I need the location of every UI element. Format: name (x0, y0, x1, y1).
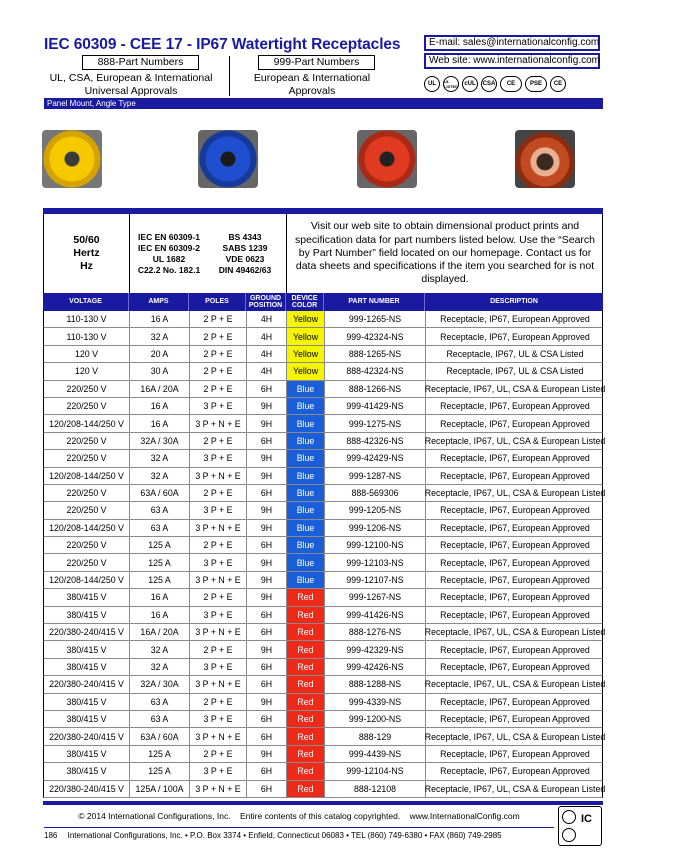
device-color-cell: Blue (287, 554, 325, 570)
header-divider (229, 56, 230, 96)
table-row (43, 381, 606, 398)
poles-cell: 3 P + N + E (190, 520, 247, 536)
poles-cell: 3 P + E (190, 450, 247, 466)
amps-cell: 63 A (130, 520, 190, 536)
voltage-cell: 120/208-144/250 V (44, 415, 130, 431)
table-row (43, 415, 603, 432)
poles-cell: 2 P + E (190, 537, 247, 553)
table-row (43, 746, 603, 763)
device-color-cell: Red (287, 728, 325, 744)
ic-logo-icon (558, 806, 602, 846)
table-row (43, 502, 603, 519)
table-row (43, 607, 603, 624)
voltage-cell: 380/415 V (44, 711, 130, 727)
voltage-cell: 220/250 V (44, 433, 130, 449)
part-number-cell: 999-12103-NS (325, 554, 426, 570)
description-cell: Receptacle, IP67, UL, CSA & European Listed (424, 383, 606, 394)
voltage-cell: 110-130 V (44, 328, 130, 344)
ground-position-cell: 9H (247, 520, 287, 536)
device-color-cell: Red (287, 624, 325, 640)
description-cell: Receptacle, IP67, UL & CSA Listed (446, 366, 584, 377)
spec-header (43, 214, 603, 293)
part-number-cell: 999-12107-NS (325, 572, 426, 588)
amps-cell: 16 A (130, 311, 190, 327)
voltage-cell: 380/415 V (44, 589, 130, 605)
device-color-cell: Yellow (287, 311, 325, 327)
standard-item: UL 1682 (152, 253, 186, 264)
section-label: Panel Mount, Angle Type (44, 98, 603, 109)
description-cell: Receptacle, IP67, European Approved (440, 453, 590, 464)
poles-cell: 3 P + N + E (190, 728, 247, 744)
table-row (43, 537, 603, 554)
device-color-cell: Red (287, 641, 325, 657)
ground-position-cell: 6H (247, 485, 287, 501)
amps-cell: 125 A (130, 537, 190, 553)
description-cell: Receptacle, IP67, European Approved (440, 522, 590, 533)
copyright-notice: © 2014 International Configurations, Inc. Entire contents of this catalog copyrighted. www.InternationalConfig.com (78, 811, 520, 821)
voltage-cell: 380/415 V (44, 641, 130, 657)
voltage-cell: 220/250 V (44, 381, 130, 397)
device-color-cell: Yellow (287, 346, 325, 362)
amps-cell: 20 A (130, 346, 190, 362)
description-cell: Receptacle, IP67, European Approved (440, 418, 590, 429)
table-row (43, 311, 603, 328)
device-color-cell: Yellow (287, 328, 325, 344)
col-color-header (286, 293, 324, 311)
yellow-receptacle-photo (42, 130, 102, 188)
ce-mark-icon-2: CE (550, 76, 566, 92)
poles-cell: 2 P + E (190, 311, 247, 327)
product-table-body (43, 311, 606, 798)
part-number-cell: 999-42429-NS (325, 450, 426, 466)
part-number-cell: 888-1288-NS (325, 676, 426, 692)
poles-cell: 3 P + E (190, 659, 247, 675)
part-number-cell: 999-42329-NS (325, 641, 426, 657)
device-color-cell: Red (287, 694, 325, 710)
poles-cell: 3 P + N + E (190, 415, 247, 431)
ground-position-cell: 4H (247, 363, 287, 379)
ground-position-cell: 9H (247, 502, 287, 518)
table-row (43, 328, 603, 345)
part-numbers-999-label: 999-Part Numbers (258, 55, 375, 70)
ground-position-cell: 9H (247, 468, 287, 484)
ground-position-cell: 9H (247, 450, 287, 466)
device-color-cell: Yellow (287, 363, 325, 379)
description-cell: Receptacle, IP67, UL & CSA Listed (446, 348, 584, 359)
poles-cell: 2 P + E (190, 485, 247, 501)
approvals-999-line2: Approvals (288, 85, 336, 97)
table-row (43, 763, 603, 780)
device-color-cell: Blue (287, 537, 325, 553)
ground-position-cell: 6H (247, 381, 287, 397)
description-cell: Receptacle, IP67, UL, CSA & European Listed (424, 627, 606, 638)
amps-cell: 16 A (130, 398, 190, 414)
device-color-cell: Blue (287, 485, 325, 501)
blue-receptacle-photo (198, 130, 258, 188)
amps-cell: 125 A (130, 746, 190, 762)
amps-cell: 16 A (130, 607, 190, 623)
col-color-header-line2: COLOR (291, 302, 318, 309)
poles-cell: 3 P + E (190, 607, 247, 623)
description-cell: Receptacle, IP67, European Approved (440, 314, 590, 325)
voltage-cell: 120/208-144/250 V (44, 468, 130, 484)
description-cell: Receptacle, IP67, UL, CSA & European Listed (424, 783, 606, 794)
device-color-cell: Blue (287, 398, 325, 414)
table-row (43, 433, 606, 450)
poles-cell: 3 P + E (190, 763, 247, 779)
part-number-cell: 888-569306 (325, 485, 426, 501)
amps-cell: 30 A (130, 363, 190, 379)
device-color-cell: Red (287, 781, 325, 797)
table-row (43, 398, 603, 415)
part-number-cell: 999-41429-NS (325, 398, 426, 414)
red-5-pin-receptacle-photo (515, 130, 575, 188)
description-cell: Receptacle, IP67, European Approved (440, 644, 590, 655)
pse-mark-icon: PSE (525, 76, 547, 92)
col-poles-header: POLES (189, 293, 246, 311)
ground-position-cell: 6H (247, 763, 287, 779)
description-cell: Receptacle, IP67, UL, CSA & European Listed (424, 731, 606, 742)
ground-position-cell: 9H (247, 415, 287, 431)
amps-cell: 32 A (130, 450, 190, 466)
red-receptacle-photo (357, 130, 417, 188)
standards-list-1 (130, 214, 208, 293)
standards-list-2 (204, 214, 286, 293)
ground-position-cell: 4H (247, 328, 287, 344)
footer-rule (44, 827, 554, 828)
amps-cell: 16A / 20A (130, 381, 190, 397)
table-row (43, 468, 603, 485)
ic-logo-text: IC (581, 813, 592, 825)
voltage-cell: 380/415 V (44, 659, 130, 675)
ce-mark-icon: CE (500, 76, 522, 92)
website-note: Visit our web site to obtain dimensional product prints and specification data for part numbers listed below. Use the “Search by Part Number” field located on our homepage. Contact us for data sheets and specifications if the item you searched for is not displayed. (286, 214, 603, 293)
table-row (43, 676, 606, 693)
page-title: IEC 60309 - CEE 17 - IP67 Watertight Receptacles (44, 36, 401, 53)
ground-position-cell: 4H (247, 346, 287, 362)
amps-cell: 16 A (130, 589, 190, 605)
poles-cell: 3 P + N + E (190, 624, 247, 640)
poles-cell: 2 P + E (190, 746, 247, 762)
frequency-line2: Hertz (73, 247, 100, 259)
voltage-cell: 380/415 V (44, 746, 130, 762)
part-number-cell: 999-1205-NS (325, 502, 426, 518)
amps-cell: 32 A (130, 328, 190, 344)
ground-position-cell: 9H (247, 746, 287, 762)
amps-cell: 125A / 100A (130, 781, 190, 797)
device-color-cell: Red (287, 589, 325, 605)
description-cell: Receptacle, IP67, European Approved (440, 540, 590, 551)
poles-cell: 2 P + E (190, 433, 247, 449)
voltage-cell: 220/380-240/415 V (44, 624, 130, 640)
ground-position-cell: 6H (247, 433, 287, 449)
table-column-headers (43, 293, 603, 311)
table-row (43, 363, 603, 380)
part-number-cell: 999-1275-NS (325, 415, 426, 431)
description-cell: Receptacle, IP67, European Approved (440, 662, 590, 672)
col-desc-header: DESCRIPTION (490, 298, 538, 306)
col-ground-header-line1: GROUND (249, 294, 282, 302)
poles-cell: 3 P + E (190, 711, 247, 727)
device-color-cell: Blue (287, 502, 325, 518)
cul-mark-icon: cUL (462, 76, 478, 92)
website-link[interactable]: Web site: www.internationalconfig.com (424, 53, 600, 69)
poles-cell: 3 P + N + E (190, 781, 247, 797)
voltage-cell: 220/250 V (44, 502, 130, 518)
part-number-cell: 888-1266-NS (325, 381, 426, 397)
email-link[interactable]: E-mail: sales@internationalconfig.com (424, 35, 600, 51)
approvals-888-line2: Universal Approvals (84, 85, 178, 97)
part-number-cell: 999-1287-NS (325, 468, 426, 484)
part-number-cell: 999-1265-NS (325, 311, 426, 327)
device-color-cell: Red (287, 763, 325, 779)
standard-item: DIN 49462/63 (218, 264, 272, 275)
part-numbers-888-label: 888-Part Numbers (82, 55, 199, 70)
plug-glyph-icon (562, 810, 576, 824)
amps-cell: 16 A (130, 415, 190, 431)
table-row (43, 450, 603, 467)
device-color-cell: Blue (287, 572, 325, 588)
description-cell: Receptacle, IP67, European Approved (440, 748, 590, 759)
voltage-cell: 120 V (44, 346, 130, 362)
description-cell: Receptacle, IP67, UL, CSA & European Listed (424, 435, 606, 446)
voltage-cell: 120/208-144/250 V (44, 520, 130, 536)
amps-cell: 63 A (130, 502, 190, 518)
standard-item: IEC EN 60309-2 (138, 242, 200, 253)
description-cell: Receptacle, IP67, European Approved (440, 609, 590, 620)
poles-cell: 3 P + N + E (190, 572, 247, 588)
table-row (43, 781, 606, 798)
table-row (43, 624, 606, 641)
amps-cell: 32 A (130, 468, 190, 484)
ground-position-cell: 6H (247, 728, 287, 744)
poles-cell: 3 P + E (190, 554, 247, 570)
table-row (43, 659, 603, 676)
table-bottom-bar (43, 801, 603, 805)
part-number-cell: 888-12108 (325, 781, 426, 797)
ground-position-cell: 6H (247, 659, 287, 675)
ground-position-cell: 9H (247, 694, 287, 710)
ground-position-cell: 6H (247, 676, 287, 692)
standard-item: C22.2 No. 182.1 (137, 264, 201, 275)
approvals-888 (38, 72, 224, 98)
device-color-cell: Red (287, 607, 325, 623)
poles-cell: 2 P + E (190, 328, 247, 344)
col-color-header-line1: DEVICE (291, 294, 318, 302)
amps-cell: 125 A (130, 572, 190, 588)
page-number: 186 (44, 831, 58, 840)
table-row (43, 572, 603, 589)
standard-item: BS 4343 (228, 231, 262, 242)
poles-cell: 3 P + E (190, 502, 247, 518)
poles-cell: 3 P + N + E (190, 468, 247, 484)
device-color-cell: Red (287, 746, 325, 762)
amps-cell: 63 A (130, 711, 190, 727)
approvals-888-line1: UL, CSA, European & International (49, 72, 213, 84)
amps-cell: 125 A (130, 763, 190, 779)
description-cell: Receptacle, IP67, UL, CSA & European Listed (424, 679, 606, 690)
part-number-cell: 888-1265-NS (325, 346, 426, 362)
ground-position-cell: 6H (247, 711, 287, 727)
part-number-cell: 999-41426-NS (325, 607, 426, 623)
part-number-cell: 888-42324-NS (325, 363, 426, 379)
table-row (43, 346, 603, 363)
voltage-cell: 120 V (44, 363, 130, 379)
device-color-cell: Red (287, 711, 325, 727)
col-ground-header (246, 293, 286, 311)
ground-position-cell: 6H (247, 624, 287, 640)
poles-cell: 2 P + E (190, 589, 247, 605)
approvals-999-line1: European & International (253, 72, 371, 84)
poles-cell: 3 P + N + E (190, 676, 247, 692)
certification-marks (424, 74, 604, 94)
amps-cell: 63A / 60A (130, 728, 190, 744)
table-row (43, 589, 603, 606)
description-cell: Receptacle, IP67, UL, CSA & European Listed (424, 488, 606, 499)
device-color-cell: Blue (287, 450, 325, 466)
part-number-cell: 999-12100-NS (325, 537, 426, 553)
ground-position-cell: 6H (247, 607, 287, 623)
part-number-cell: 888-129 (325, 728, 426, 744)
voltage-cell: 380/415 V (44, 607, 130, 623)
amps-cell: 16A / 20A (130, 624, 190, 640)
amps-cell: 32A / 30A (130, 676, 190, 692)
voltage-cell: 220/250 V (44, 554, 130, 570)
table-row (43, 520, 603, 537)
voltage-cell: 380/415 V (44, 763, 130, 779)
plug-glyph-icon (562, 828, 576, 842)
part-number-cell: 999-4339-NS (325, 694, 426, 710)
device-color-cell: Blue (287, 468, 325, 484)
part-number-cell: 999-42426-NS (325, 659, 426, 675)
description-cell: Receptacle, IP67, European Approved (440, 401, 590, 412)
poles-cell: 2 P + E (190, 641, 247, 657)
poles-cell: 2 P + E (190, 381, 247, 397)
description-cell: Receptacle, IP67, European Approved (440, 505, 590, 516)
voltage-cell: 220/380-240/415 V (44, 781, 130, 797)
voltage-cell: 220/250 V (44, 485, 130, 501)
description-cell: Receptacle, IP67, European Approved (440, 557, 590, 568)
voltage-cell: 220/250 V (44, 450, 130, 466)
amps-cell: 32A / 30A (130, 433, 190, 449)
table-row (43, 554, 603, 571)
part-number-cell: 999-4439-NS (325, 746, 426, 762)
poles-cell: 2 P + E (190, 694, 247, 710)
ground-position-cell: 9H (247, 589, 287, 605)
part-number-cell: 999-12104-NS (325, 763, 426, 779)
amps-cell: 32 A (130, 641, 190, 657)
voltage-cell: 380/415 V (44, 694, 130, 710)
standard-item: IEC EN 60309-1 (138, 231, 200, 242)
footer-address (44, 831, 554, 840)
description-cell: Receptacle, IP67, European Approved (440, 714, 590, 725)
part-number-cell: 999-42324-NS (325, 328, 426, 344)
part-number-cell: 999-1206-NS (325, 520, 426, 536)
ground-position-cell: 9H (247, 572, 287, 588)
part-number-cell: 888-42326-NS (325, 433, 426, 449)
description-cell: Receptacle, IP67, European Approved (440, 331, 590, 342)
voltage-cell: 110-130 V (44, 311, 130, 327)
col-ground-header-line2: POSITION (248, 302, 283, 309)
device-color-cell: Red (287, 659, 325, 675)
device-color-cell: Blue (287, 415, 325, 431)
table-row (43, 728, 606, 745)
poles-cell: 2 P + E (190, 363, 247, 379)
device-color-cell: Red (287, 676, 325, 692)
description-cell: Receptacle, IP67, European Approved (440, 592, 590, 603)
ground-position-cell: 4H (247, 311, 287, 327)
poles-cell: 2 P + E (190, 346, 247, 362)
amps-cell: 125 A (130, 554, 190, 570)
standard-item: SABS 1239 (222, 242, 268, 253)
frequency-line3: Hz (80, 260, 93, 272)
table-row (43, 485, 606, 502)
description-cell: Receptacle, IP67, European Approved (440, 470, 590, 481)
part-number-cell: 999-1267-NS (325, 589, 426, 605)
part-number-cell: 888-1276-NS (325, 624, 426, 640)
ground-position-cell: 9H (247, 554, 287, 570)
ground-position-cell: 9H (247, 398, 287, 414)
ground-position-cell: 6H (247, 537, 287, 553)
ground-position-cell: 9H (247, 641, 287, 657)
csa-mark-icon: CSA (481, 76, 497, 92)
table-row (43, 694, 603, 711)
frequency-line1: 50/60 (73, 234, 100, 246)
ul-listed-mark-icon: UL LISTED (443, 76, 459, 92)
col-part-header: PART NUMBER (324, 293, 425, 311)
table-row (43, 711, 603, 728)
voltage-cell: 220/380-240/415 V (44, 676, 130, 692)
ul-mark-icon: UL (424, 76, 440, 92)
col-voltage-header: VOLTAGE (43, 293, 129, 311)
standard-item: VDE 0623 (225, 253, 265, 264)
frequency-label (44, 214, 130, 293)
company-address: International Configurations, Inc. • P.O. Box 3374 • Enfield, Connecticut 06083 • TEL (860) 749-6380 • FAX (860) 749-2985 (67, 831, 502, 840)
voltage-cell: 120/208-144/250 V (44, 572, 130, 588)
device-color-cell: Blue (287, 520, 325, 536)
device-color-cell: Blue (287, 433, 325, 449)
device-color-cell: Blue (287, 381, 325, 397)
table-row (43, 641, 603, 658)
voltage-cell: 220/250 V (44, 398, 130, 414)
col-amps-header: AMPS (129, 293, 189, 311)
part-number-cell: 999-1200-NS (325, 711, 426, 727)
description-cell: Receptacle, IP67, European Approved (440, 575, 590, 586)
voltage-cell: 220/380-240/415 V (44, 728, 130, 744)
approvals-999 (232, 72, 392, 98)
voltage-cell: 220/250 V (44, 537, 130, 553)
amps-cell: 63 A (130, 694, 190, 710)
amps-cell: 32 A (130, 659, 190, 675)
poles-cell: 3 P + E (190, 398, 247, 414)
ground-position-cell: 6H (247, 781, 287, 797)
amps-cell: 63A / 60A (130, 485, 190, 501)
description-cell: Receptacle, IP67, European Approved (440, 696, 590, 707)
description-cell: Receptacle, IP67, European Approved (440, 766, 590, 777)
